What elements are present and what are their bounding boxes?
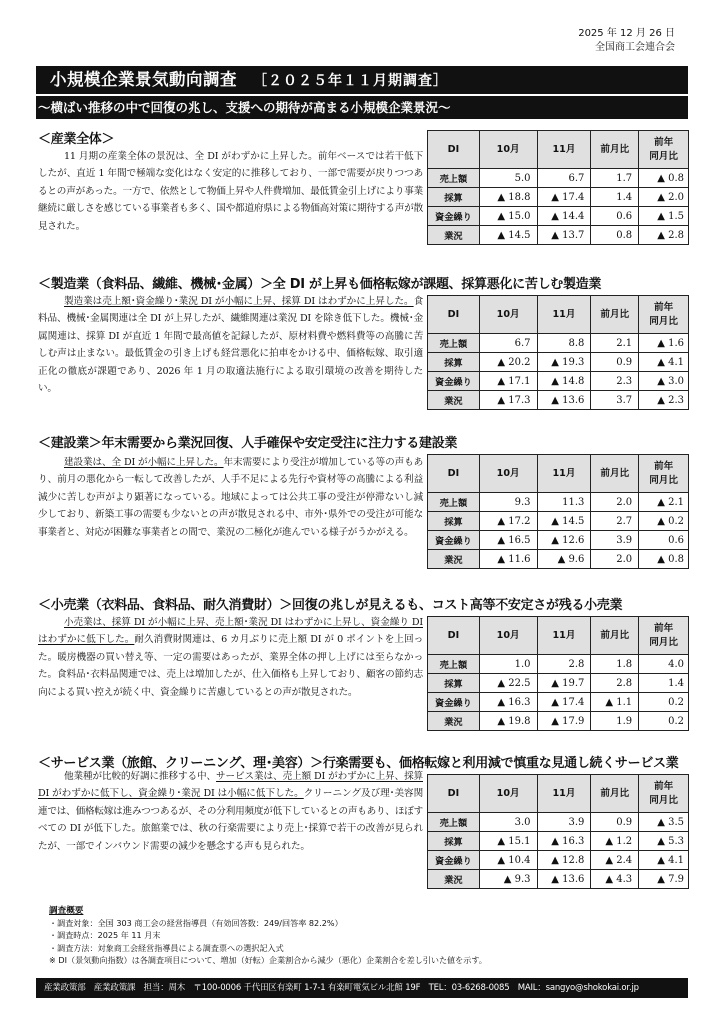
col-header-yoy [639,296,689,334]
table-row [428,226,689,245]
di-table [427,774,689,889]
cell-mom: 0.8 [591,226,639,245]
cell-mom: 2.0 [591,550,639,569]
cell-oct: ▲ 11.6 [479,550,537,569]
industry-section [36,752,688,902]
col-header-mom: 前月比 [591,617,639,655]
page-subtitle: ～横ばい推移の中で回復の兆し、支援への期待が高まる小規模企業景況～ [38,100,451,115]
cell-nov: ▲ 14.4 [537,207,591,226]
row-label: 業況 [428,870,480,889]
section-text-segment: 年末需要により受注が増加している等の声もあり、前月の悪化から一転して改善したが、人手不足による先行や資材等の高騰による利益減少に苦しむ声がより顕著になっている。地域によっては公共工事の受注が停滞ないし減少しており、新築工事の需要も少ないとの声が散見される中、市外･県外での受注が可能な事業者と、対応が困難な事業者との間で、業況の二極化が進んでいる様子がうかがえる。 [38,457,423,538]
notes-item: ・調査対象：全国 303 商工会の経営指導員（有効回答数：249/回答率 82.2%） [49,918,343,929]
cell-mom: ▲ 1.1 [591,693,639,712]
row-label: 売上額 [428,655,480,674]
col-header-nov: 11月 [537,775,591,813]
section-text [38,293,423,415]
cell-oct: ▲ 10.4 [479,851,537,870]
table-row [428,531,689,550]
di-table [427,295,689,410]
cell-yoy: ▲ 7.9 [639,870,689,889]
cell-yoy: ▲ 3.0 [639,372,689,391]
cell-oct: ▲ 17.1 [479,372,537,391]
row-label: 資金繰り [428,372,480,391]
table-row [428,207,689,226]
table-row [428,813,689,832]
cell-yoy: ▲ 0.2 [639,512,689,531]
cell-nov: ▲ 14.8 [537,372,591,391]
section-text-segment: 11 月期の産業全体の景況は、全 DI がわずかに上昇した。前年ベースでは若干低下したが、直近 1 年間で極端な変化はなく安定的に推移しており、一部で需要が戻りつつあるとの声があった。一方で、依然として物価上昇や人件費増加、最低賃金引上げにより事業継続に厳しさを感じている事業者も多く、国や都道府県による物価高対策に期待する声が散見された。 [38,151,423,232]
notes-item: ・調査時点：2025 年 11 月末 [49,930,161,941]
cell-mom: 2.7 [591,512,639,531]
cell-oct: 1.0 [479,655,537,674]
cell-yoy: ▲ 0.8 [639,169,689,188]
section-heading: ＜小売業（衣料品、食料品、耐久消費財）＞回復の兆しが見えるも、コスト高等不安定さが残る小売業 [38,598,623,613]
cell-mom: 1.8 [591,655,639,674]
cell-yoy: ▲ 1.6 [639,334,689,353]
table-row [428,851,689,870]
cell-oct: ▲ 9.3 [479,870,537,889]
cell-mom: ▲ 4.3 [591,870,639,889]
table-row [428,391,689,410]
col-header-mom: 前月比 [591,296,639,334]
col-header-yoy-line2: 同月比 [649,150,678,162]
section-text-segment: クリーニング及び理･美容関連では、価格転嫁は進みつつあるが、その分利用頻度が低下しているとの声もあり、ほぼすべての DI が低下した。旅館業では、秋の行楽需要により売上･採算で若干の改善が見られたが、一部でインバウンド需要の減少を懸念する声も見られた。 [38,788,423,852]
cell-yoy: ▲ 2.0 [639,188,689,207]
cell-oct: ▲ 14.5 [479,226,537,245]
col-header-oct: 10月 [479,455,537,493]
industry-section [36,432,688,582]
table-row [428,334,689,353]
cell-nov: ▲ 13.7 [537,226,591,245]
col-header-oct: 10月 [479,617,537,655]
cell-mom: 2.8 [591,674,639,693]
cell-nov: ▲ 9.6 [537,550,591,569]
industry-section [36,594,688,744]
notes-item: ※ DI（景気動向指数）は各調査項目について、増加（好転）企業割合から減少（悪化）企業割合を差し引いた値を示す。 [49,954,487,965]
row-label: 売上額 [428,493,480,512]
col-header-yoy-line2: 同月比 [649,794,678,806]
survey-notes [49,905,689,966]
di-table [427,130,689,245]
footer-contact [36,978,688,998]
col-header-yoy-line2: 同月比 [649,315,678,327]
row-label: 採算 [428,353,480,372]
cell-oct: ▲ 17.2 [479,512,537,531]
cell-oct: ▲ 20.2 [479,353,537,372]
cell-nov: ▲ 19.3 [537,353,591,372]
cell-mom: ▲ 2.4 [591,851,639,870]
di-table [427,616,689,731]
cell-oct: 5.0 [479,169,537,188]
section-text-segment: 耐久消費財関連は、6 カ月ぶりに売上額 DI が 0 ポイントを上回った。暖房機器の買い替え等、一定の需要はあったが、業界全体の押し上げには至らなかった。食料品･衣料品関連では、売上は増加したが、仕入価格も上昇しており、顧客の節約志向による買い控えが続く中、資金繰りに苦慮しているとの声が散見された。 [38,634,423,698]
section-text-segment: サービス業は、売上額 DI がわずかに上昇、採算 DI がわずかに低下し、資金繰り･業況 DI は小幅に低下した。 [38,771,423,800]
cell-oct: ▲ 22.5 [479,674,537,693]
cell-nov: ▲ 19.7 [537,674,591,693]
row-label: 資金繰り [428,531,480,550]
col-header-oct: 10月 [479,296,537,334]
row-label: 採算 [428,832,480,851]
cell-nov: ▲ 17.4 [537,188,591,207]
cell-nov: ▲ 12.6 [537,531,591,550]
section-text [38,768,423,890]
table-row [428,693,689,712]
table-row [428,655,689,674]
organization-name: 全国商工会連合会 [595,42,675,53]
col-header-di: DI [428,296,480,334]
col-header-yoy-line2: 同月比 [649,474,678,486]
cell-mom: 2.1 [591,334,639,353]
section-text-segment: 他業種が比較的好調に推移する中、 [64,771,217,782]
cell-mom: 1.9 [591,712,639,731]
cell-oct: 3.0 [479,813,537,832]
table-row [428,169,689,188]
col-header-mom: 前月比 [591,775,639,813]
cell-yoy: 0.6 [639,531,689,550]
cell-mom: 0.9 [591,353,639,372]
subtitle-bar [36,96,688,119]
cell-nov: 2.8 [537,655,591,674]
col-header-yoy [639,617,689,655]
col-header-mom: 前月比 [591,131,639,169]
col-header-yoy-line1: 前年 [653,301,674,313]
cell-mom: 0.9 [591,813,639,832]
col-header-yoy-line1: 前年 [653,460,674,472]
table-row [428,674,689,693]
cell-oct: ▲ 19.8 [479,712,537,731]
cell-yoy: ▲ 0.8 [639,550,689,569]
cell-mom: 0.6 [591,207,639,226]
survey-period: ［２０２５年１１月期調査］ [253,73,448,89]
footer-text: 産業政策部 産業政策課 担当：周木 〒100-0006 千代田区有楽町 1-7-1 有楽町電気ビル北館 19F TEL：03-6268-0085 MAIL：sangyo@shokokai.or.jp [44,983,639,993]
cell-oct: ▲ 17.3 [479,391,537,410]
table-row [428,372,689,391]
row-label: 資金繰り [428,207,480,226]
col-header-mom: 前月比 [591,455,639,493]
cell-mom: 3.9 [591,531,639,550]
col-header-nov: 11月 [537,455,591,493]
table-row [428,353,689,372]
cell-yoy: ▲ 2.8 [639,226,689,245]
col-header-yoy-line1: 前年 [653,780,674,792]
cell-yoy: ▲ 3.5 [639,813,689,832]
col-header-nov: 11月 [537,131,591,169]
table-row [428,712,689,731]
report-date: 2025 年 12 月 26 日 [578,28,675,39]
cell-mom: 2.3 [591,372,639,391]
cell-yoy: 4.0 [639,655,689,674]
table-row [428,550,689,569]
section-heading: ＜建設業＞年末需要から業況回復、人手確保や安定受注に注力する建設業 [38,436,458,451]
col-header-oct: 10月 [479,131,537,169]
cell-nov: 8.8 [537,334,591,353]
cell-mom: 1.4 [591,188,639,207]
cell-oct: ▲ 16.3 [479,693,537,712]
row-label: 採算 [428,512,480,531]
cell-nov: ▲ 14.5 [537,512,591,531]
col-header-di: DI [428,131,480,169]
table-row [428,188,689,207]
cell-nov: ▲ 17.9 [537,712,591,731]
table-row [428,493,689,512]
section-heading: ＜産業全体＞ [38,132,115,147]
row-label: 売上額 [428,169,480,188]
page-title: 小規模企業景気動向調査 [50,70,237,89]
col-header-di: DI [428,617,480,655]
cell-nov: 6.7 [537,169,591,188]
cell-nov: ▲ 16.3 [537,832,591,851]
col-header-nov: 11月 [537,617,591,655]
col-header-yoy-line2: 同月比 [649,636,678,648]
cell-oct: ▲ 15.1 [479,832,537,851]
row-label: 売上額 [428,334,480,353]
col-header-oct: 10月 [479,775,537,813]
row-label: 採算 [428,674,480,693]
row-label: 資金繰り [428,851,480,870]
cell-nov: 3.9 [537,813,591,832]
cell-mom: 1.7 [591,169,639,188]
cell-yoy: 0.2 [639,712,689,731]
section-heading: ＜サービス業（旅館、クリーニング、理･美容）＞行楽需要も、価格転嫁と利用減で慎重な見通し続くサービス業 [38,756,679,771]
row-label: 業況 [428,550,480,569]
col-header-yoy-line1: 前年 [653,136,674,148]
col-header-nov: 11月 [537,296,591,334]
cell-yoy: ▲ 5.3 [639,832,689,851]
section-heading: ＜製造業（食料品、繊維、機械･金属）＞全 DI が上昇も価格転嫁が課題、採算悪化に苦しむ製造業 [38,277,602,292]
col-header-yoy [639,455,689,493]
row-label: 資金繰り [428,693,480,712]
table-row [428,832,689,851]
row-label: 業況 [428,712,480,731]
cell-yoy: ▲ 1.5 [639,207,689,226]
row-label: 売上額 [428,813,480,832]
cell-oct: ▲ 16.5 [479,531,537,550]
cell-oct: 6.7 [479,334,537,353]
cell-oct: 9.3 [479,493,537,512]
section-text-segment: 製造業は売上額･資金繰り･業況 DI が小幅に上昇、採算 DI はわずかに上昇した。 [64,296,414,307]
cell-nov: ▲ 17.4 [537,693,591,712]
col-header-yoy [639,131,689,169]
cell-mom: 3.7 [591,391,639,410]
row-label: 業況 [428,391,480,410]
cell-yoy: 0.2 [639,693,689,712]
row-label: 業況 [428,226,480,245]
industry-section [36,126,688,276]
section-text [38,454,423,576]
cell-oct: ▲ 15.0 [479,207,537,226]
col-header-yoy-line1: 前年 [653,622,674,634]
col-header-yoy [639,775,689,813]
section-text-segment: 食料品、機械･金属関連は全 DI が上昇したが、繊維関連は業況 DI を除き低下した。機械･金属関連は、採算 DI が直近 1 年間で最高値を記録したが、原材料費や燃料費等の高騰に苦しむ声は止まない。最低賃金の引き上げも経営悪化に拍車をかける中、価格転嫁、取引適正化の徹底が課題であり、2026 年 1 月の取適法施行による取引環境の改善を期待したい。 [38,296,423,395]
section-text [38,148,423,252]
col-header-di: DI [428,455,480,493]
title-bar [36,66,688,94]
cell-yoy: ▲ 2.1 [639,493,689,512]
cell-nov: 11.3 [537,493,591,512]
cell-yoy: ▲ 4.1 [639,851,689,870]
di-table [427,454,689,569]
section-text-segment: 建設業は、全 DI が小幅に上昇した。 [64,457,224,468]
cell-nov: ▲ 12.8 [537,851,591,870]
row-label: 採算 [428,188,480,207]
industry-section [36,273,688,423]
cell-yoy: ▲ 2.3 [639,391,689,410]
cell-nov: ▲ 13.6 [537,870,591,889]
section-text [38,614,423,736]
table-row [428,870,689,889]
col-header-di: DI [428,775,480,813]
cell-yoy: 1.4 [639,674,689,693]
cell-yoy: ▲ 4.1 [639,353,689,372]
notes-item: ・調査方法：対象商工会経営指導員による調査票への選択記入式 [49,942,284,953]
section-text-segment: 小売業は、採算 DI が小幅に上昇、売上額･業況 DI はわずかに上昇し、資金繰り DI はわずかに低下した。 [38,617,423,646]
notes-title: 調査概要 [49,906,84,916]
table-row [428,512,689,531]
cell-mom: 2.0 [591,493,639,512]
cell-mom: ▲ 1.2 [591,832,639,851]
cell-nov: ▲ 13.6 [537,391,591,410]
date-block [578,27,675,55]
cell-oct: ▲ 18.8 [479,188,537,207]
